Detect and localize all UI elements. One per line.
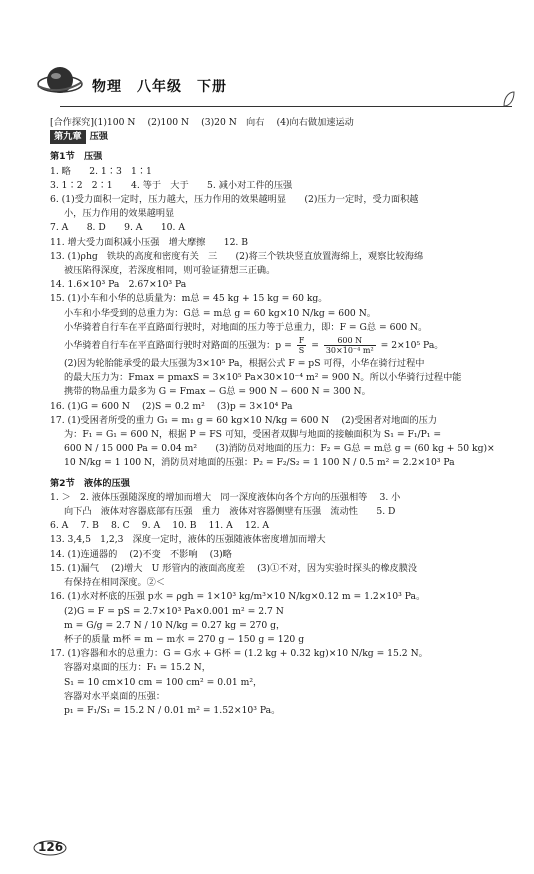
answer-line: 有保持在相同深度。②＜ — [64, 577, 166, 589]
answer-line: 17. (1)容器和水的总重力：G = G水 + G杯 = (1.2 kg + 0.32 kg)×10 N/kg = 15.2 N。 — [50, 648, 428, 660]
answer-line: 600 N / 15 000 Pa = 0.04 m² (3)消防员对地面的压力：F₂ = G总 = m总 g = (60 kg + 50 kg)× — [64, 443, 495, 455]
answer-line: 6. (1)受力面积一定时，压力越大，压力作用的效果越明显 (2)压力一定时，受力面积越 — [50, 194, 419, 206]
answer-line: S₁ = 10 cm×10 cm = 100 cm² = 0.01 m²， — [64, 676, 263, 688]
answer-line: 13. 3,4,5 1,2,3 深度一定时，液体的压强随液体密度增加而增大 — [50, 534, 326, 546]
chapter-label: 第九章 — [50, 130, 86, 144]
answer-line: 向下凸 液体对容器底部有压强 重力 液体对容器侧壁有压强 流动性 5. D — [64, 506, 396, 518]
fraction: $\frac{600 N}{\text{30×10⁻⁴ m²}}$ — [325, 336, 374, 356]
answer-line: 16. (1)水对杯底的压强 p水 = ρgh = 1×10³ kg/m³×10 N/kg×0.12 m = 1.2×10³ Pa。 — [50, 591, 426, 603]
answer-line: 1. 略 2. 1∶3 1∶1 — [50, 165, 152, 177]
answer-line: 14. (1)连通器的 (2)不变 不影响 (3)略 — [50, 548, 232, 560]
answer-line: 小华骑着自行车在平直路面行驶时，对地面的压力等于总重力，即：F = G总 = 600 N。 — [64, 321, 428, 333]
answer-line: 小华骑着自行车在平直路面行驶时对路面的压强为：p = $\frac{F}{S}$ = $\frac{600 N}{\text{30×10⁻⁴ m²}}$ = 2×10⁵ Pa。 — [64, 336, 444, 356]
answer-line: 被压陷得深度，若深度相同，则可验证猜想三正确。 — [64, 265, 276, 277]
answer-line: 10 N/kg = 1 100 N，消防员对地面的压强：P₂ = F₂/S₂ = 1 100 N / 0.5 m² = 2.2×10³ Pa — [64, 457, 455, 469]
answer-line: 17. (1)受困者所受的重力 G₁ = m₁ g = 60 kg×10 N/kg = 600 N (2)受困者对地面的压力 — [50, 414, 438, 426]
answer-line: 7. A 8. D 9. A 10. A — [50, 222, 185, 234]
answer-line: 第1节 压强 — [50, 151, 103, 163]
answer-line: 小车和小华受到的总重力为：G总 = m总 g = 60 kg×10 N/kg = 600 N。 — [64, 307, 376, 319]
answer-line: 11. 增大受力面积减小压强 增大摩擦 12. B — [50, 236, 249, 248]
answer-line: 16. (1)G = 600 N (2)S = 0.2 m² (3)p = 3×10⁴ Pa — [50, 400, 293, 412]
answer-line: (2)因为轮胎能承受的最大压强为3×10⁵ Pa，根据公式 F = pS 可得，小华在骑行过程中 — [64, 358, 425, 370]
answer-line: 3. 1∶2 2∶1 4. 等于 大于 5. 减小对工件的压强 — [50, 179, 293, 191]
chapter-title: 压强 — [89, 131, 108, 143]
answer-line: (2)G = F = pS = 2.7×10³ Pa×0.001 m² = 2.7 N — [64, 605, 284, 617]
answer-line: 容器对桌面的压力：F₁ = 15.2 N， — [64, 662, 211, 674]
answer-line: 杯子的质量 m杯 = m − m水 = 270 g − 150 g = 120 g — [64, 633, 305, 645]
answer-line: 14. 1.6×10³ Pa 2.67×10³ Pa — [50, 279, 187, 291]
answer-line: 携带的物品重力最多为 G = Fmax − G总 = 900 N − 600 N = 300 N。 — [64, 386, 371, 398]
answer-line: 15. (1)小车和小华的总质量为：m总 = 45 kg + 15 kg = 60 kg。 — [50, 293, 328, 305]
page-number: 126 — [38, 840, 64, 854]
leaf-icon — [502, 90, 516, 108]
answer-line: m = G/g = 2.7 N / 10 N/kg = 0.27 kg = 270 g， — [64, 619, 286, 631]
answer-line: 的最大压力为：Fmax = pmaxS = 3×10⁵ Pa×30×10⁻⁴ m² = 900 N。所以小华骑行过程中能 — [64, 372, 462, 384]
fraction: $\frac{F}{S}$ — [298, 336, 305, 356]
answer-line: 容器对水平桌面的压强： — [64, 690, 166, 702]
header-rule — [60, 106, 512, 107]
globe-logo-icon — [36, 62, 84, 102]
answer-line: [合作探究](1)100 N (2)100 N (3)20 N 向右 (4)向右做加速运动 — [50, 117, 354, 128]
page-title: 物理 八年级 下册 — [92, 79, 227, 95]
answer-line: 15. (1)漏气 (2)增大 U 形管内的液面高度差 (3)①不对，因为实验时探头的橡皮膜没 — [50, 562, 418, 574]
answer-line: 1. ＞ 2. 液体压强随深度的增加而增大 同一深度液体向各个方向的压强相等 3. 小 — [50, 491, 401, 503]
answer-line: 6. A 7. B 8. C 9. A 10. B 11. A 12. A — [50, 520, 270, 532]
answer-line: 小，压力作用的效果越明显 — [64, 208, 175, 220]
answer-line: p₁ = F₁/S₁ = 15.2 N / 0.01 m² = 1.52×10³ Pa。 — [64, 704, 281, 716]
answer-line: 第2节 液体的压强 — [50, 477, 130, 489]
answer-line: 13. (1)ρhg 铁块的高度和密度有关 三 (2)将三个铁块竖直放置海绵上，观察比较海绵 — [50, 250, 424, 262]
answer-content — [50, 116, 510, 718]
answer-line — [50, 130, 510, 144]
answer-line: 为：F₁ = G₁ = 600 N，根据 P = FS 可知，受困者双脚与地面的接触面积为 S₁ = F₁/P₁ = — [64, 429, 442, 441]
page-header — [0, 60, 534, 116]
